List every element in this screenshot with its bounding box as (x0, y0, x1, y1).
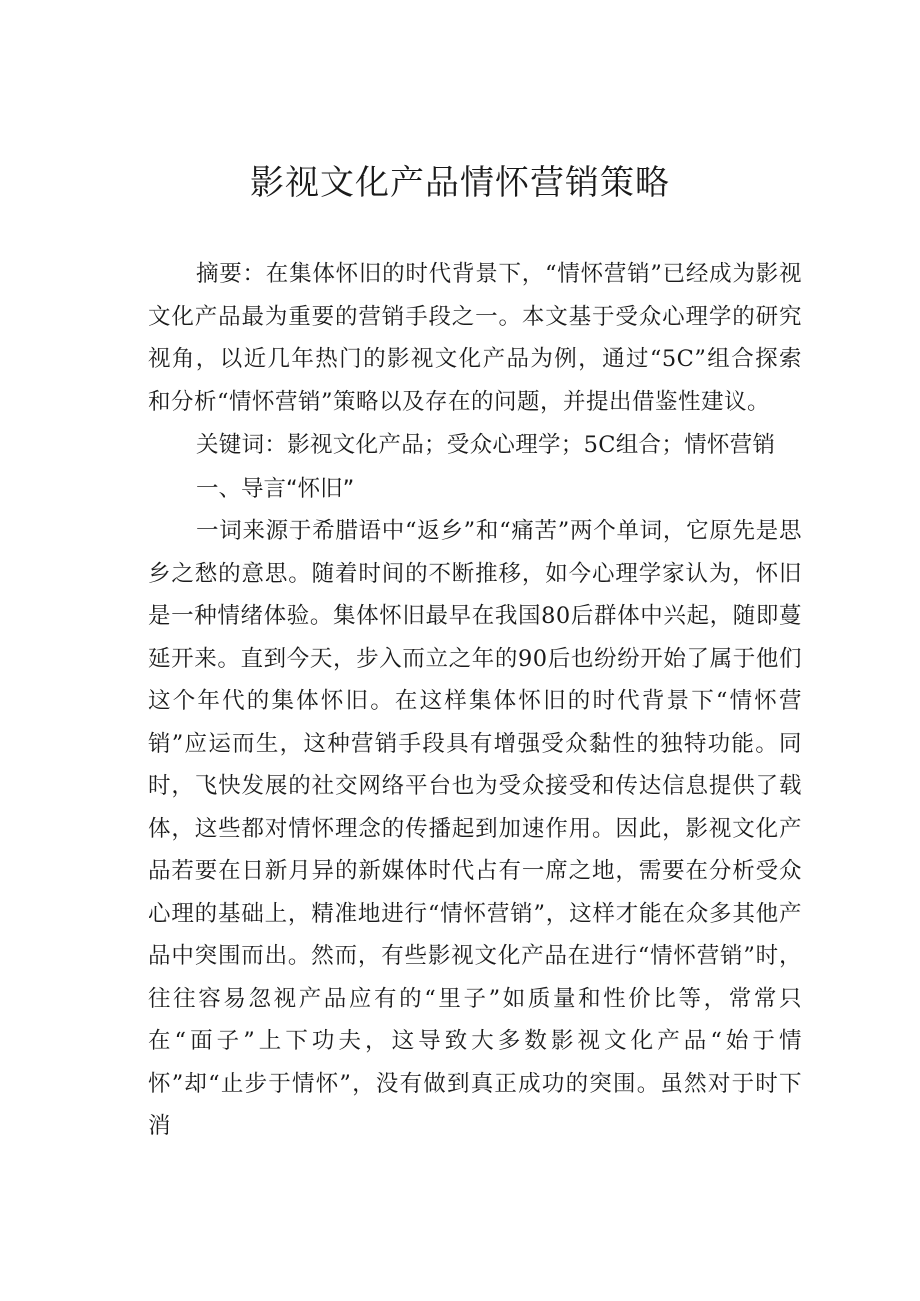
document-title: 影视文化产品情怀营销策略 (250, 163, 670, 203)
body-paragraph: 一词来源于希腊语中“返乡”和“痛苦”两个单词，它原先是思乡之愁的意思。随着时间的不断推移，如今心理学家认为，怀旧是一种情绪体验。集体怀旧最早在我国80后群体中兴起，随即蔓延开来。直到今天，步入而立之年的90后也纷纷开始了属于他们这个年代的集体怀旧。在这样集体怀旧的时代背景下“情怀营销”应运而生，这种营销手段具有增强受众黏性的独特功能。同时，飞快发展的社交网络平台也为受众接受和传达信息提供了载体，这些都对情怀理念的传播起到加速作用。因此，影视文化产品若要在日新月异的新媒体时代占有一席之地，需要在分析受众心理的基础上，精准地进行“情怀营销”，这样才能在众多其他产品中突围而出。然而，有些影视文化产品在进行“情怀营销”时，往往容易忽视产品应有的“里子”如质量和性价比等，常常只在“面子”上下功夫，这导致大多数影视文化产品“始于情怀”却“止步于情怀”，没有做到真正成功的突围。虽然对于时下消 (148, 518, 802, 1139)
section-heading: 一、导言“怀旧” (196, 476, 355, 502)
keywords-line: 关键词：影视文化产品；受众心理学；5C组合；情怀营销 (196, 432, 776, 458)
abstract-paragraph: 摘要：在集体怀旧的时代背景下，“情怀营销”已经成为影视文化产品最为重要的营销手段之一。本文基于受众心理学的研究视角，以近几年热门的影视文化产品为例，通过“5C”组合探索和分析“情怀营销”策略以及存在的问题，并提出借鉴性建议。 (148, 261, 802, 415)
